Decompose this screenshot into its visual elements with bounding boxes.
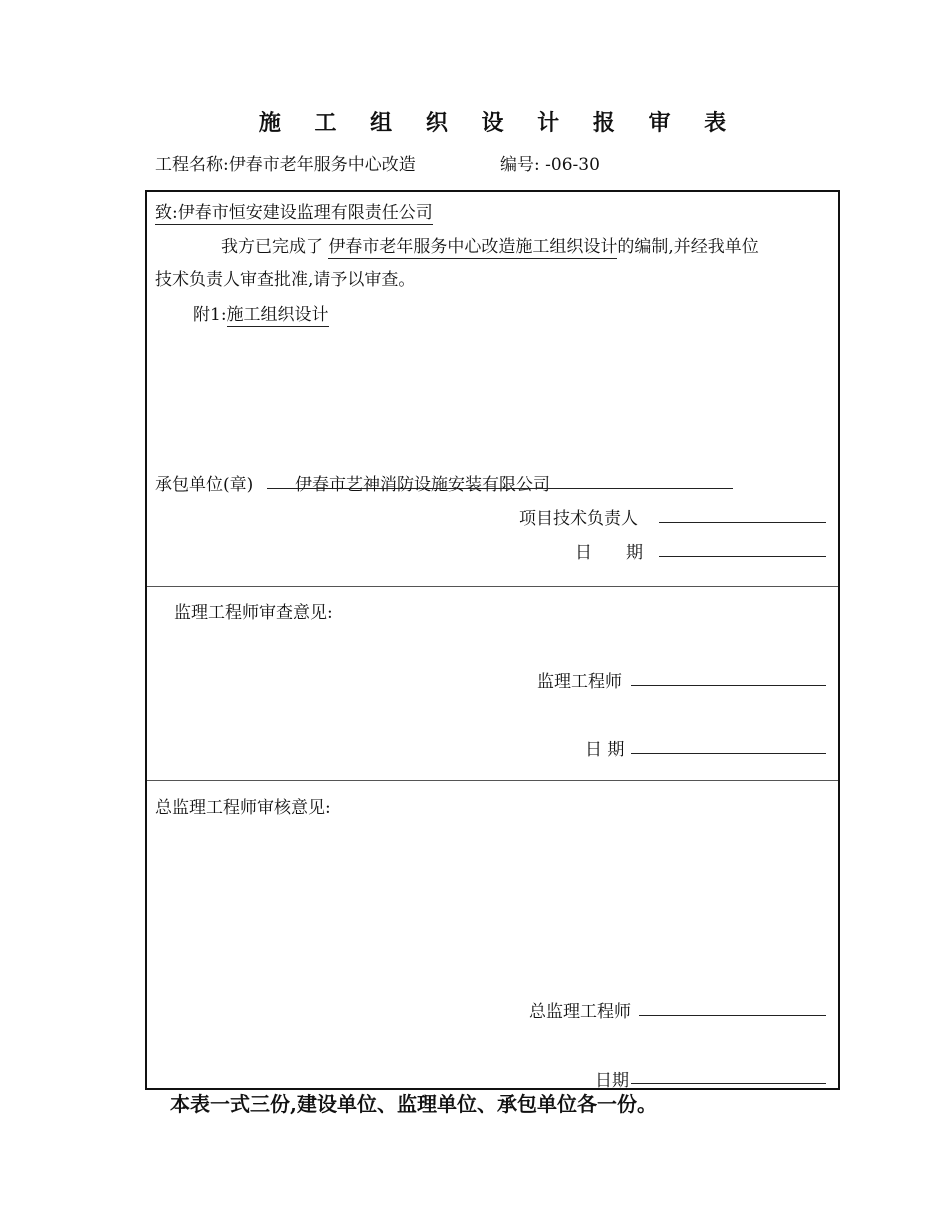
attachment-line xyxy=(193,300,329,327)
supervisor-opinion-label: 监理工程师审查意见: xyxy=(174,603,333,623)
form-title: 施 工 组 织 设 计 报 审 表 xyxy=(258,110,740,136)
statement-line-1 xyxy=(221,232,759,259)
section-divider-1 xyxy=(147,586,838,587)
supervisor-signature-line xyxy=(631,685,826,686)
section2-date-label: 日 期 xyxy=(585,740,625,760)
tech-lead-label: 项目技术负责人 xyxy=(519,509,638,529)
section3-date-line xyxy=(631,1083,826,1084)
contractor-signature-line xyxy=(267,488,733,489)
recipient-company: 致:伊春市恒安建设监理有限责任公司 xyxy=(155,198,433,225)
document-number: 编号: -06-30 xyxy=(500,155,600,175)
section1-date-label: 日 期 xyxy=(575,543,643,563)
tech-lead-signature-line xyxy=(659,522,826,523)
chief-engineer-label: 总监理工程师 xyxy=(529,1002,631,1022)
statement-suffix: 的编制,并经我单位 xyxy=(617,237,759,257)
chief-signature-line xyxy=(639,1015,826,1016)
section1-date-line xyxy=(659,556,826,557)
footer-note: 本表一式三份,建设单位、监理单位、承包单位各一份。 xyxy=(170,1092,657,1116)
chief-opinion-label: 总监理工程师审核意见: xyxy=(155,798,331,818)
section3-date-label: 日期 xyxy=(595,1071,629,1091)
supervisor-engineer-label: 监理工程师 xyxy=(537,672,622,692)
recipient-line xyxy=(155,198,433,225)
section-divider-2 xyxy=(147,780,838,781)
attachment-name: 施工组织设计 xyxy=(227,300,329,327)
project-name: 工程名称:伊春市老年服务中心改造 xyxy=(155,155,416,175)
contractor-name: 伊春市艺神消防设施安装有限公司 xyxy=(295,475,550,495)
contractor-label: 承包单位(章) xyxy=(155,475,254,495)
approval-form xyxy=(145,190,840,1090)
statement-prefix: 我方已完成了 xyxy=(221,237,329,257)
design-name: 伊春市老年服务中心改造施工组织设计 xyxy=(328,232,617,259)
section2-date-line xyxy=(631,753,826,754)
attachment-prefix: 附1: xyxy=(193,305,227,325)
statement-line-2: 技术负责人审查批准,请予以审查。 xyxy=(155,270,416,290)
